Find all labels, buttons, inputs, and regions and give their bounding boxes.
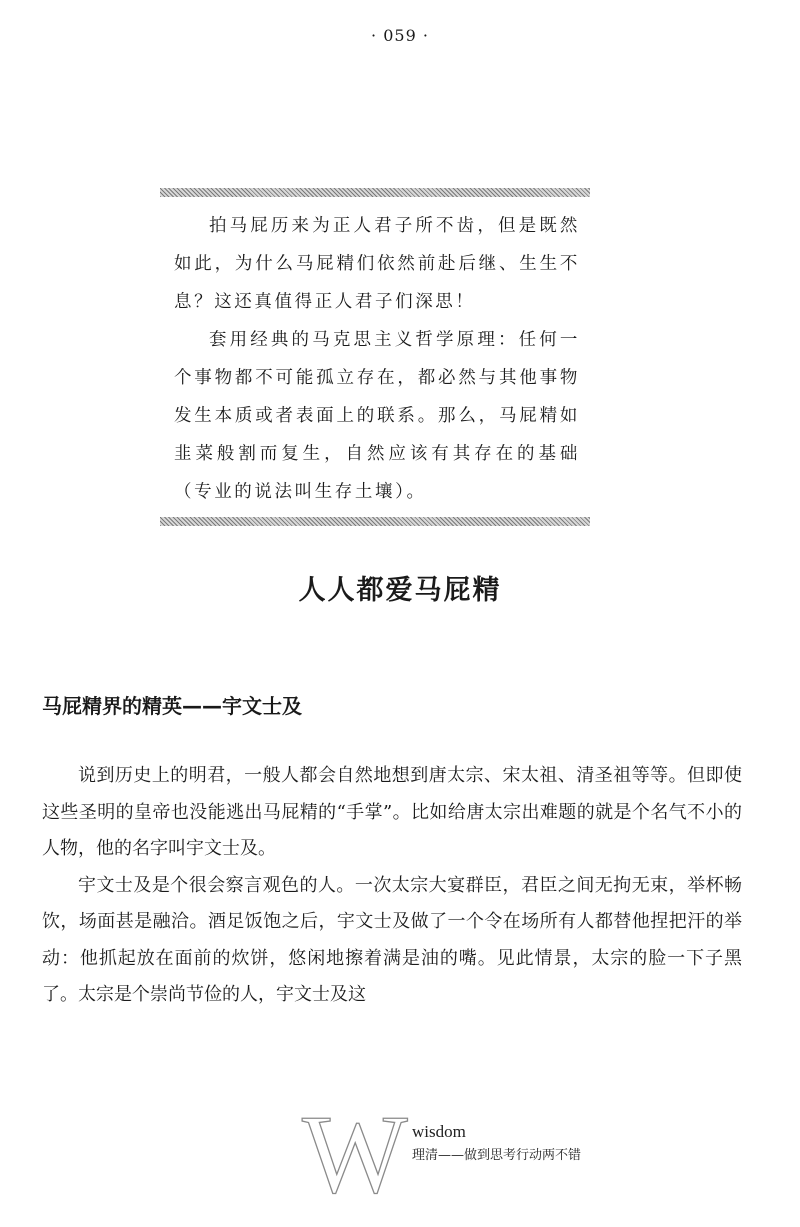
footer-wisdom: wisdom	[412, 1122, 466, 1141]
callout-top-border	[160, 188, 590, 197]
body-text	[42, 758, 742, 1014]
callout-box	[160, 188, 590, 526]
footer-logo-letter: W	[302, 1100, 408, 1205]
section-title: 马屁精界的精英——宇文士及	[42, 694, 302, 718]
callout-paragraph: 套用经典的马克思主义哲学原理：任何一个事物都不可能孤立存在，都必然与其他事物发生本质或者表面上的联系。那么，马屁精如韭菜般割而复生，自然应该有其存在的基础（专业的说法叫生存土壤）。	[174, 330, 580, 502]
callout-paragraph: 拍马屁历来为正人君子所不齿，但是既然如此，为什么马屁精们依然前赴后继、生生不息？这还真值得正人君子们深思！	[174, 216, 580, 312]
chapter-title: 人人都爱马屁精	[298, 575, 502, 606]
page-number: · 059 ·	[371, 26, 429, 45]
footer-tagline: 理清——做到思考行动两不错	[412, 1148, 582, 1163]
callout-body	[160, 197, 590, 517]
callout-bottom-border	[160, 517, 590, 526]
body-paragraph: 说到历史上的明君，一般人都会自然地想到唐太宗、宋太祖、清圣祖等等。但即使这些圣明的皇帝也没能逃出马屁精的“手掌”。比如给唐太宗出难题的就是个名气不小的人物，他的名字叫宇文士及。	[42, 765, 742, 859]
footer	[300, 1100, 620, 1210]
body-paragraph: 宇文士及是个很会察言观色的人。一次太宗大宴群臣，君臣之间无拘无束，举杯畅饮，场面甚是融洽。酒足饭饱之后，宇文士及做了一个令在场所有人都替他捏把汗的举动：他抓起放在面前的炊饼，悠闲地擦着满是油的嘴。见此情景，太宗的脸一下子黑了。太宗是个崇尚节俭的人，宇文士及这	[42, 874, 742, 1005]
